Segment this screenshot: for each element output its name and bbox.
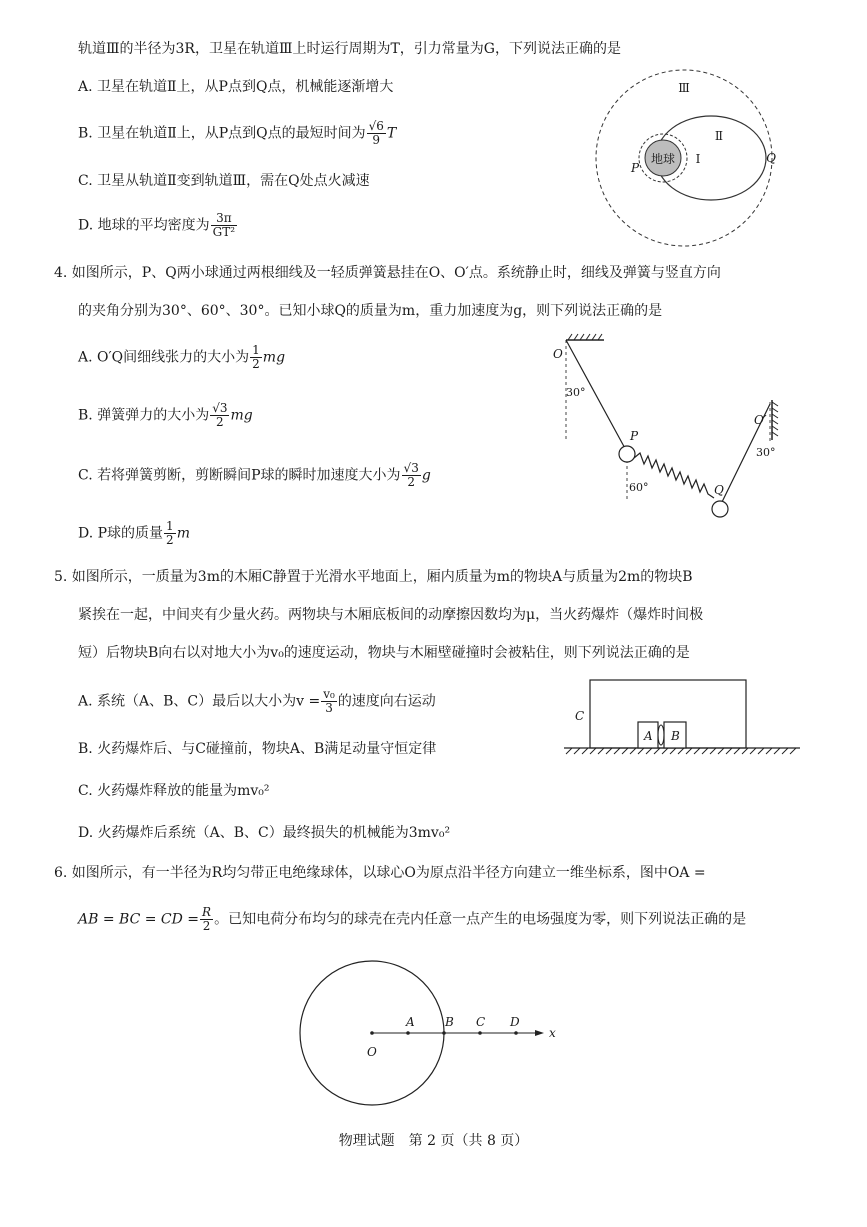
q4-option-b: B. 弹簧弹力的大小为 $\frac{√3}{2}$ mg <box>78 401 253 429</box>
point-c <box>478 1031 482 1035</box>
label-a: A <box>406 1015 415 1029</box>
q5-option-c: C. 火药爆炸释放的能量为mv₀² <box>78 783 270 799</box>
label-angle-60: 60° <box>629 481 649 494</box>
label-p: P <box>630 429 639 443</box>
q4-stem-line2: 的夹角分别为30°、60°、30°。已知小球Q的质量为m，重力加速度为g，则下列说法正确的是 <box>78 303 663 319</box>
label-b: B <box>671 729 680 743</box>
q6-stem-line2: AB = BC = CD = $\frac{R}{2}$ 。已知电荷分布均匀的球壳在壳内任意一点产生的电场强度为零，则下列说法正确的是 <box>78 905 747 933</box>
point-p-label: P <box>630 161 640 175</box>
q3-option-b: B. 卫星在轨道Ⅱ上，从P点到Q点的最短时间为 $\frac{√6}{9}$ T <box>78 119 397 147</box>
q4-c-fraction: $\frac{√3}{2}$ <box>403 461 419 489</box>
label-q: Q <box>714 483 724 497</box>
label-x: x <box>549 1026 556 1040</box>
ground-hatch <box>566 748 796 754</box>
label-b: B <box>445 1015 454 1029</box>
q5-stem-line1: 5. 如图所示，一质量为3m的木厢C静置于光滑水平地面上，厢内质量为m的物块A与质量为2m的物块B <box>54 569 693 585</box>
q5-stem-line2: 紧挨在一起，中间夹有少量火药。两物块与木厢底板间的动摩擦因数均为μ，当火药爆炸（爆炸时间极 <box>78 607 704 623</box>
sphere-diagram <box>292 960 572 1110</box>
label-c: C <box>575 709 585 723</box>
point-o <box>370 1031 374 1035</box>
label-d: D <box>510 1015 520 1029</box>
x-axis-arrow <box>535 1030 544 1036</box>
q5-option-b: B. 火药爆炸后、与C碰撞前，物块A、B满足动量守恒定律 <box>78 741 437 757</box>
orbit-2-label: Ⅱ <box>714 129 724 143</box>
q4-d-fraction: $\frac{1}{2}$ <box>166 519 174 547</box>
q5-option-d: D. 火药爆炸后系统（A、B、C）最终损失的机械能为3mv₀² <box>78 825 451 841</box>
box-diagram <box>560 676 806 760</box>
ball-p <box>619 446 635 462</box>
q5-a-fraction: $\frac{\text{v₀}}{3}$ <box>323 687 335 715</box>
ceiling-hatch <box>568 334 602 340</box>
orbit-1-label: Ⅰ <box>695 152 701 166</box>
orbit-3-circle <box>596 70 772 246</box>
wall-hatch <box>772 402 778 436</box>
page-footer: 物理试题 第 2 页（共 8 页） <box>338 1133 529 1149</box>
q3-option-d: D. 地球的平均密度为 $\frac{3\pi}{\text{GT²}}$ <box>78 211 236 239</box>
orbit-diagram <box>588 62 788 252</box>
point-a <box>406 1031 410 1035</box>
label-angle-30-o: 30° <box>566 386 586 399</box>
q4-option-d: D. P球的质量 $\frac{1}{2}$ m <box>78 519 190 547</box>
q3-option-c: C. 卫星从轨道Ⅱ变到轨道Ⅲ，需在Q处点火减速 <box>78 173 370 189</box>
label-o: O <box>553 347 563 361</box>
label-c: C <box>476 1015 486 1029</box>
q3-d-fraction: $\frac{3\pi}{\text{GT²}}$ <box>212 211 236 239</box>
q4-a-fraction: $\frac{1}{2}$ <box>252 343 260 371</box>
q5-option-a: A. 系统（A、B、C）最后以大小为v = $\frac{\text{v₀}}{3}$ 的速度向右运动 <box>78 687 436 715</box>
label-o2: O′ <box>754 413 767 427</box>
q4-option-a: A. O′Q间细线张力的大小为 $\frac{1}{2}$ mg <box>78 343 286 371</box>
gunpowder <box>658 725 664 745</box>
q3-b-fraction: $\frac{√6}{9}$ <box>368 119 384 147</box>
q6-fraction: $\frac{R}{2}$ <box>202 905 212 933</box>
q4-b-fraction: $\frac{√3}{2}$ <box>212 401 228 429</box>
q3-intro: 轨道Ⅲ的半径为3R，卫星在轨道Ⅲ上时运行周期为T，引力常量为G，下列说法正确的是 <box>78 41 621 57</box>
point-b <box>442 1031 446 1035</box>
q6-stem-line1: 6. 如图所示，有一半径为R均匀带正电绝缘球体，以球心O为原点沿半径方向建立一维坐标系，图中OA = <box>54 865 706 881</box>
q4-option-c: C. 若将弹簧剪断，剪断瞬间P球的瞬时加速度大小为 $\frac{√3}{2}$ g <box>78 461 431 489</box>
q5-stem-line3: 短）后物块B向右以对地大小为v₀的速度运动，物块与木厢壁碰撞时会被粘住，则下列说法正确的是 <box>78 645 690 661</box>
label-angle-30-o2: 30° <box>756 446 776 459</box>
point-d <box>514 1031 518 1035</box>
ball-q <box>712 501 728 517</box>
label-a: A <box>644 729 653 743</box>
spring-diagram <box>526 332 806 528</box>
label-o: O <box>367 1045 377 1059</box>
earth-label: 地球 <box>650 152 676 166</box>
q3-option-a: A. 卫星在轨道Ⅱ上，从P点到Q点，机械能逐渐增大 <box>78 79 394 95</box>
point-q-label: Q <box>766 151 776 165</box>
q4-stem-line1: 4. 如图所示，P、Q两小球通过两根细线及一轻质弹簧悬挂在O、O′点。系统静止时，细线及弹簧与竖直方向 <box>54 265 721 281</box>
orbit-3-label: Ⅲ <box>678 81 690 95</box>
